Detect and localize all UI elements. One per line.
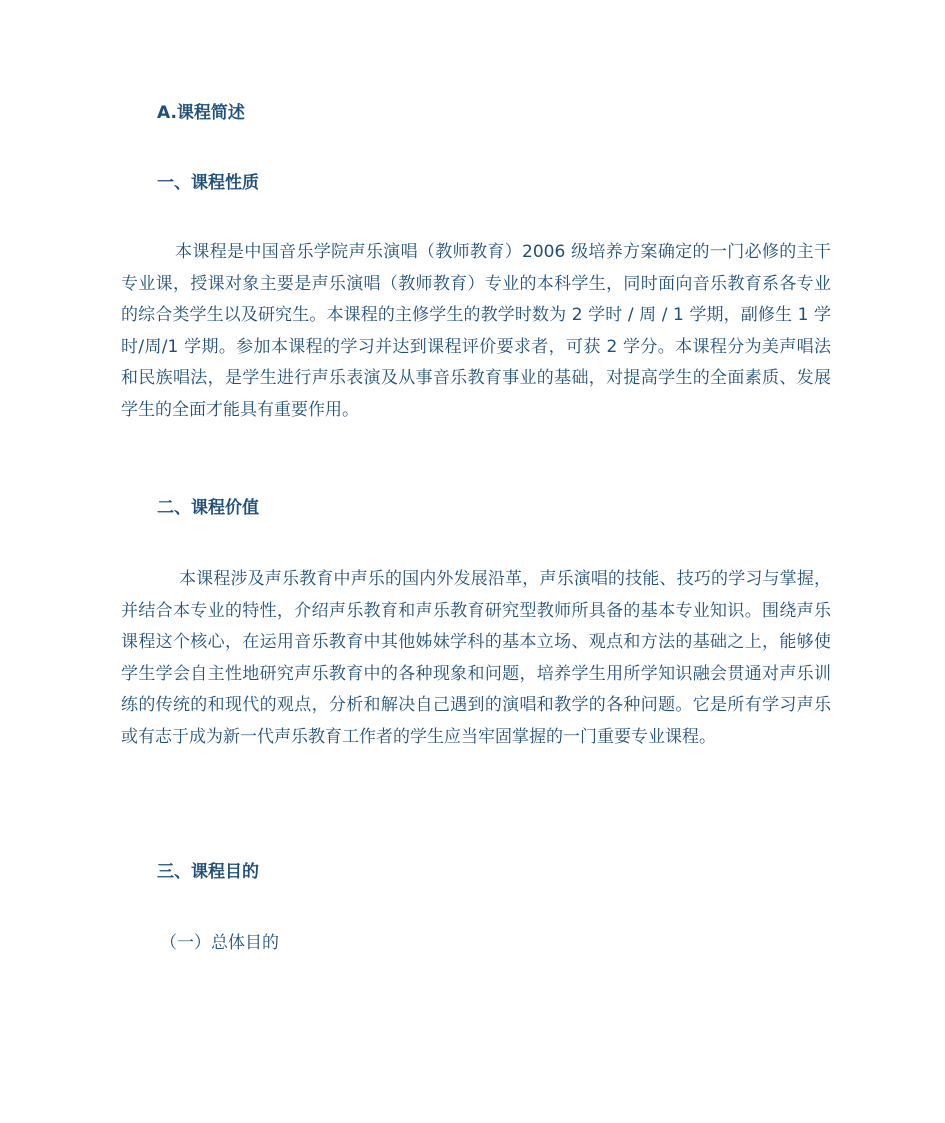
section-3-subheading: （一）总体目的 bbox=[160, 933, 279, 953]
section-1-title: 一、课程性质 bbox=[157, 173, 259, 193]
section-2-title: 二、课程价值 bbox=[157, 498, 259, 518]
section-a-title: A.课程简述 bbox=[157, 103, 245, 123]
section-2-paragraph: 本课程涉及声乐教育中声乐的国内外发展沿革，声乐演唱的技能、技巧的学习与掌握，并结合本专业的特性，介绍声乐教育和声乐教育研究型教师所具备的基本专业知识。围绕声乐课程这个核心，在运用音乐教育中其他姊妹学科的基本立场、观点和方法的基础之上，能够使学生学会自主性地研究声乐教育中的各种现象和问题，培养学生用所学知识融会贯通对声乐训练的传统的和现代的观点，分析和解决自己遇到的演唱和教学的各种问题。它是所有学习声乐或有志于成为新一代声乐教育工作者的学生应当牢固掌握的一门重要专业课程。 bbox=[121, 569, 831, 747]
section-3-title: 三、课程目的 bbox=[157, 862, 259, 882]
section-1-paragraph: 本课程是中国音乐学院声乐演唱（教师教育）2006 级培养方案确定的一门必修的主干专业课，授课对象主要是声乐演唱（教师教育）专业的本科学生，同时面向音乐教育系各专业的综合类学生以及研究生。本课程的主修学生的教学时数为 2 学时 / 周 / 1 学期，副修生 1 学时/周/1 学期。参加本课程的学习并达到课程评价要求者，可获 2 学分。本课程分为美声唱法和民族唱法，是学生进行声乐表演及从事音乐教育事业的基础，对提高学生的全面素质、发展学生的全面才能具有重要作用。 bbox=[121, 242, 831, 420]
